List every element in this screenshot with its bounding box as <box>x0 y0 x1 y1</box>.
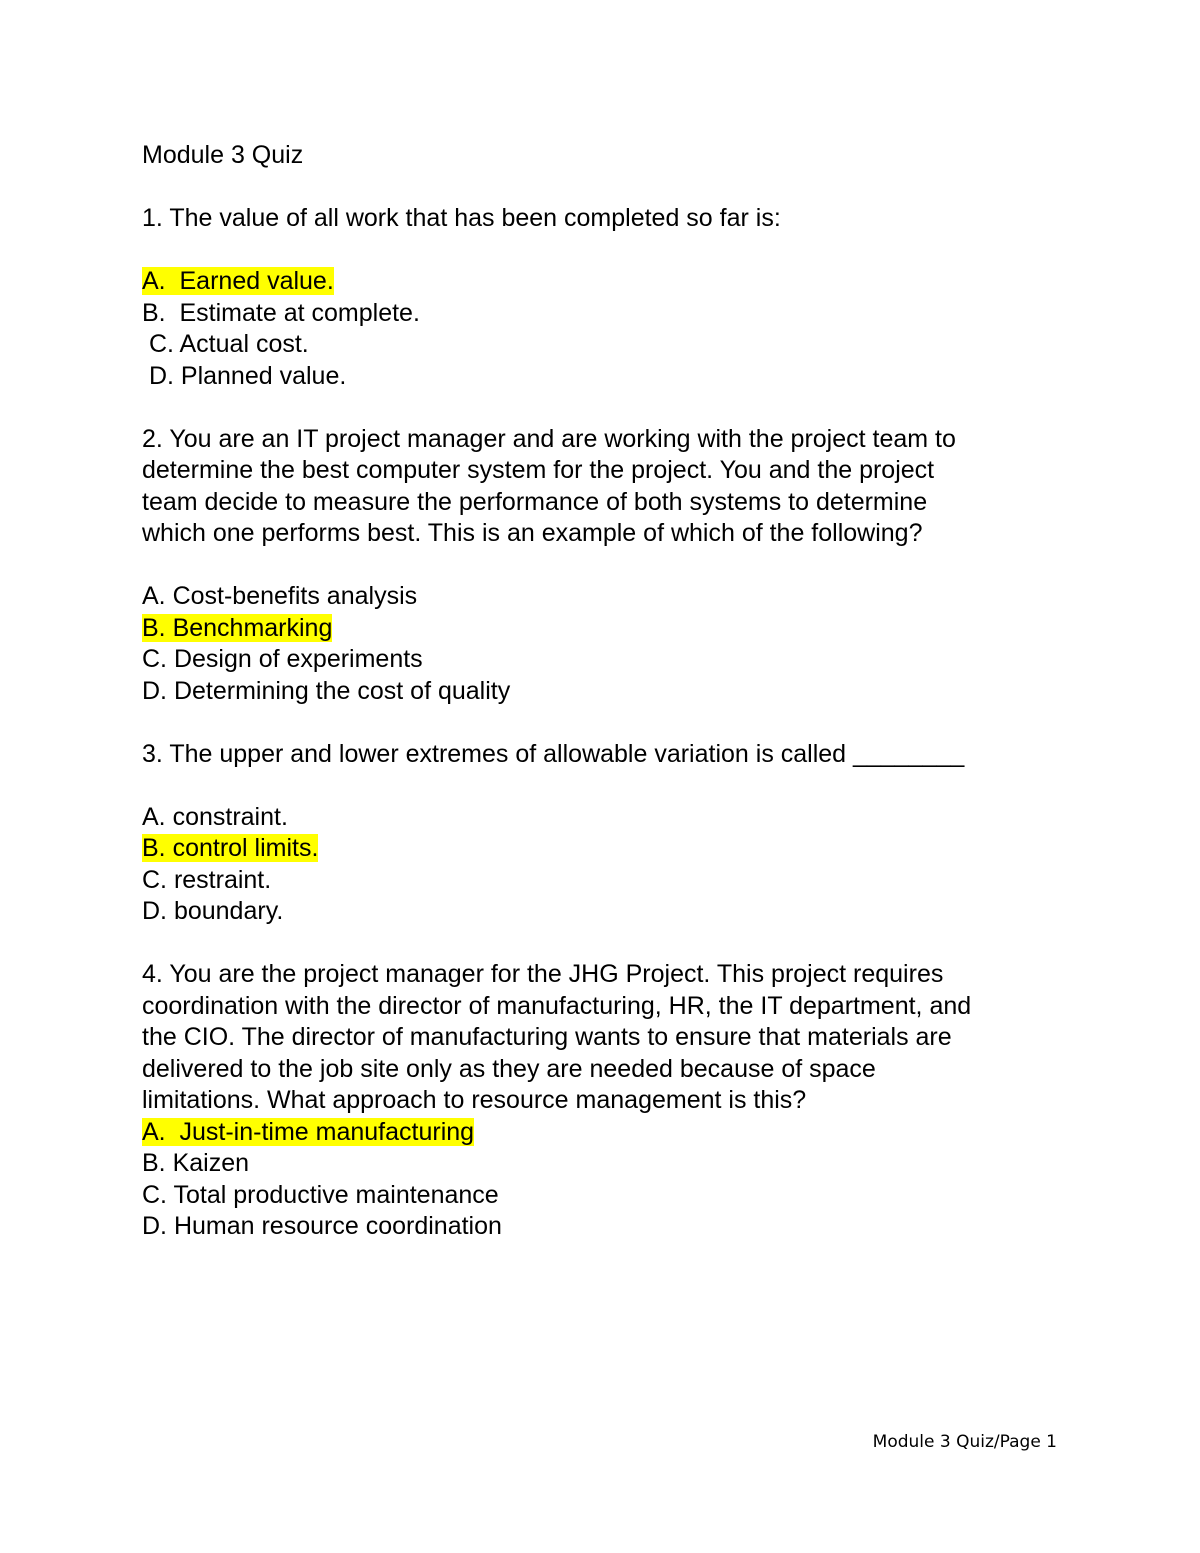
page-footer: Module 3 Quiz/Page 1 <box>872 1432 1057 1452</box>
answer-option-c: C. restraint. <box>142 865 272 894</box>
answer-option-b <box>142 833 1072 865</box>
question-text-line: team decide to measure the performance of both systems to determine <box>142 487 928 516</box>
document-page <box>142 140 1072 1243</box>
question-text-line: the CIO. The director of manufacturing wants to ensure that materials are <box>142 1023 952 1051</box>
page-title: Module 3 Quiz <box>142 141 304 169</box>
answer-option-a <box>142 1117 1072 1149</box>
question-3 <box>142 739 1072 928</box>
answer-option-b: B. Kaizen <box>142 1149 250 1177</box>
answer-option-d: D. boundary. <box>142 897 284 925</box>
answer-option-a: A. Cost-benefits analysis <box>142 582 418 610</box>
answer-option-d: D. Planned value. <box>142 361 347 390</box>
answer-option-d: D. Human resource coordination <box>142 1212 502 1240</box>
correct-answer-highlight: A. Just-in-time manufacturing <box>142 1117 475 1146</box>
question-text-line: 2. You are an IT project manager and are working with the project team to <box>142 424 956 453</box>
answer-option-c: C. Design of experiments <box>142 645 423 673</box>
spacer <box>142 770 1072 802</box>
answer-option-c: C. Actual cost. <box>142 330 309 358</box>
spacer <box>142 392 1072 424</box>
question-text-line: delivered to the job site only as they are needed because of space <box>142 1054 876 1083</box>
spacer <box>142 172 1072 204</box>
question-text-line: limitations. What approach to resource management is this? <box>142 1086 807 1114</box>
question-text-line: 3. The upper and lower extremes of allowable variation is called ________ <box>142 739 965 768</box>
answer-option-b: B. Estimate at complete. <box>142 298 420 327</box>
question-2 <box>142 424 1072 708</box>
spacer <box>142 550 1072 582</box>
correct-answer-highlight: B. Benchmarking <box>142 613 333 642</box>
answer-option-a: A. constraint. <box>142 802 288 831</box>
answer-option-b <box>142 613 1072 645</box>
answer-option-d: D. Determining the cost of quality <box>142 676 511 705</box>
answer-option-c: C. Total productive maintenance <box>142 1180 499 1209</box>
question-text-line: coordination with the director of manufacturing, HR, the IT department, and <box>142 991 972 1020</box>
spacer <box>142 928 1072 960</box>
question-4 <box>142 959 1072 1243</box>
answer-option-a <box>142 266 1072 298</box>
question-text-line: 1. The value of all work that has been completed so far is: <box>142 204 781 232</box>
spacer <box>142 707 1072 739</box>
correct-answer-highlight: A. Earned value. <box>142 267 334 295</box>
question-text-line: determine the best computer system for the project. You and the project <box>142 456 935 484</box>
correct-answer-highlight: B. control limits. <box>142 834 319 862</box>
question-1 <box>142 203 1072 392</box>
question-text-line: 4. You are the project manager for the JHG Project. This project requires <box>142 960 944 988</box>
spacer <box>142 235 1072 267</box>
question-text-line: which one performs best. This is an example of which of the following? <box>142 519 923 547</box>
